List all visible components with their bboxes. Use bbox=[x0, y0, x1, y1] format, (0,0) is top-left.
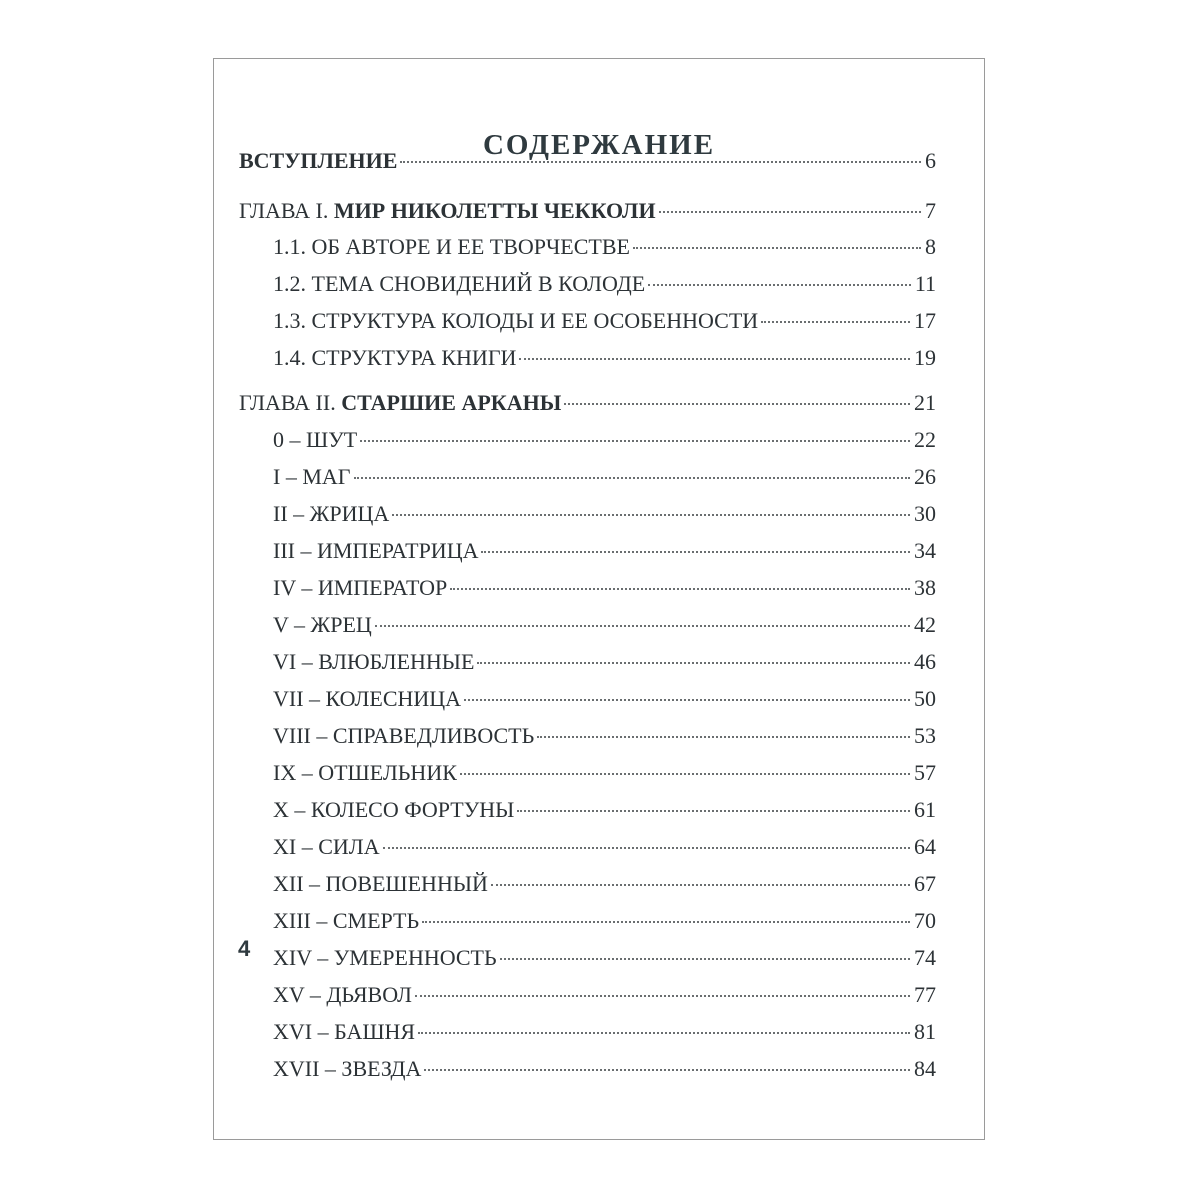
toc-entry-prefix: V – ЖРЕЦ bbox=[273, 612, 372, 637]
toc-entry-prefix: XI – СИЛА bbox=[273, 834, 380, 859]
toc-entry-title bbox=[273, 270, 645, 298]
dot-leader bbox=[477, 662, 910, 664]
toc-page-number: 42 bbox=[914, 612, 936, 637]
toc-entry-title bbox=[273, 1018, 415, 1046]
toc-entry-title bbox=[273, 574, 447, 602]
toc-entry-title bbox=[273, 796, 514, 824]
toc-entry-prefix: III – ИМПЕРАТРИЦА bbox=[273, 538, 479, 563]
toc-entry-prefix: VI – ВЛЮБЛЕННЫЕ bbox=[273, 649, 475, 674]
toc-entry-prefix: II – ЖРИЦА bbox=[273, 501, 390, 526]
dot-leader bbox=[517, 810, 910, 812]
toc-page-number: 6 bbox=[925, 148, 936, 173]
toc-entry bbox=[273, 759, 936, 787]
toc-entry-title bbox=[273, 981, 412, 1009]
toc-entry-prefix: 1.2. ТЕМА СНОВИДЕНИЙ В КОЛОДЕ bbox=[273, 271, 646, 296]
toc-entry bbox=[273, 981, 936, 1009]
toc-entry-title bbox=[273, 611, 372, 639]
dot-leader bbox=[648, 284, 911, 286]
toc-entry-prefix: I – МАГ bbox=[273, 464, 351, 489]
toc-entry-title bbox=[273, 648, 474, 676]
page-title: СОДЕРЖАНИЕ bbox=[482, 129, 716, 161]
dot-leader bbox=[491, 884, 910, 886]
toc-entry bbox=[273, 270, 936, 298]
toc-entry-prefix: ГЛАВА II. bbox=[239, 390, 342, 415]
toc-entry-title bbox=[273, 1055, 421, 1083]
dot-leader bbox=[400, 161, 921, 163]
toc-entry-prefix: XIV – УМЕРЕННОСТЬ bbox=[273, 945, 497, 970]
toc-page-number: 38 bbox=[914, 575, 936, 600]
toc-page-number: 8 bbox=[925, 234, 936, 259]
toc-entry-prefix: XII – ПОВЕШЕННЫЙ bbox=[273, 871, 488, 896]
toc-page-number: 46 bbox=[914, 649, 936, 674]
toc-page-number: 77 bbox=[914, 982, 936, 1007]
dot-leader bbox=[392, 514, 910, 516]
dot-leader bbox=[659, 211, 921, 213]
toc-entry bbox=[273, 944, 936, 972]
toc-page-number: 34 bbox=[914, 538, 936, 563]
dot-leader bbox=[761, 321, 910, 323]
book-page bbox=[213, 58, 985, 1140]
toc-entry-prefix: XVI – БАШНЯ bbox=[273, 1019, 416, 1044]
toc-page-number: 17 bbox=[914, 308, 936, 333]
toc-page-number: 61 bbox=[914, 797, 936, 822]
dot-leader bbox=[564, 403, 910, 405]
dot-leader bbox=[519, 358, 910, 360]
dot-leader bbox=[360, 440, 910, 442]
toc-entry bbox=[273, 722, 936, 750]
toc-page-number: 21 bbox=[914, 390, 936, 415]
toc-entry-title bbox=[273, 537, 478, 565]
toc-page-number: 53 bbox=[914, 723, 936, 748]
toc-entry-prefix: XVII – ЗВЕЗДА bbox=[273, 1056, 422, 1081]
toc-page-number: 22 bbox=[914, 427, 936, 452]
table-of-contents bbox=[214, 59, 984, 1139]
toc-entry-title bbox=[273, 426, 357, 454]
toc-page-number: 19 bbox=[914, 345, 936, 370]
dot-leader bbox=[633, 247, 921, 249]
toc-entry bbox=[239, 147, 936, 175]
toc-page-number: 50 bbox=[914, 686, 936, 711]
toc-entry-title bbox=[273, 759, 457, 787]
toc-page-number: 67 bbox=[914, 871, 936, 896]
toc-entry bbox=[273, 537, 936, 565]
toc-entry-prefix: IV – ИМПЕРАТОР bbox=[273, 575, 448, 600]
toc-entry bbox=[273, 233, 936, 261]
toc-entry bbox=[273, 426, 936, 454]
toc-entry bbox=[273, 307, 936, 335]
toc-entry-prefix: XV – ДЬЯВОЛ bbox=[273, 982, 412, 1007]
dot-leader bbox=[424, 1069, 910, 1071]
dot-leader bbox=[460, 773, 910, 775]
toc-entry bbox=[239, 389, 936, 417]
toc-entry-bold-title: ВСТУПЛЕНИЕ bbox=[239, 148, 398, 173]
toc-entry-prefix: 1.3. СТРУКТУРА КОЛОДЫ И ЕЕ ОСОБЕННОСТИ bbox=[273, 308, 759, 333]
toc-entry-title bbox=[239, 197, 656, 225]
toc-entry-prefix: IX – ОТШЕЛЬНИК bbox=[273, 760, 457, 785]
dot-leader bbox=[481, 551, 910, 553]
dot-leader bbox=[450, 588, 910, 590]
dot-leader bbox=[354, 477, 911, 479]
toc-entry-title bbox=[239, 389, 561, 417]
dot-leader bbox=[383, 847, 910, 849]
toc-entry-title bbox=[273, 833, 380, 861]
toc-entry bbox=[273, 648, 936, 676]
toc-entry-title bbox=[273, 907, 419, 935]
toc-entry-prefix: VIII – СПРАВЕДЛИВОСТЬ bbox=[273, 723, 535, 748]
page-number: 4 bbox=[238, 936, 251, 961]
toc-entry-title bbox=[273, 463, 351, 491]
toc-entry bbox=[273, 463, 936, 491]
toc-entry-title bbox=[273, 685, 461, 713]
toc-entry bbox=[239, 197, 936, 225]
toc-entry-prefix: 1.1. ОБ АВТОРЕ И ЕЕ ТВОРЧЕСТВЕ bbox=[273, 234, 630, 259]
toc-entry-prefix: 1.4. СТРУКТУРА КНИГИ bbox=[273, 345, 517, 370]
dot-leader bbox=[464, 699, 910, 701]
dot-leader bbox=[422, 921, 910, 923]
toc-entry bbox=[273, 796, 936, 824]
dot-leader bbox=[415, 995, 910, 997]
toc-entry-prefix: ГЛАВА I. bbox=[239, 198, 334, 223]
toc-entry bbox=[273, 870, 936, 898]
toc-entry-prefix: XIII – СМЕРТЬ bbox=[273, 908, 420, 933]
toc-page-number: 7 bbox=[925, 198, 936, 223]
toc-entry-prefix: VII – КОЛЕСНИЦА bbox=[273, 686, 462, 711]
toc-entry bbox=[273, 344, 936, 372]
toc-entry-prefix: X – КОЛЕСО ФОРТУНЫ bbox=[273, 797, 515, 822]
toc-entry bbox=[273, 907, 936, 935]
toc-entry bbox=[273, 1018, 936, 1046]
toc-entry-title bbox=[273, 722, 534, 750]
dot-leader bbox=[375, 625, 910, 627]
toc-entry bbox=[273, 685, 936, 713]
toc-entry-title bbox=[239, 147, 397, 175]
toc-entry bbox=[273, 574, 936, 602]
dot-leader bbox=[418, 1032, 910, 1034]
toc-entry-title bbox=[273, 307, 758, 335]
toc-entry-bold-title: СТАРШИЕ АРКАНЫ bbox=[341, 390, 562, 415]
toc-entry-title bbox=[273, 944, 497, 972]
toc-entry-title bbox=[273, 870, 488, 898]
dot-leader bbox=[500, 958, 910, 960]
toc-entry-title bbox=[273, 233, 630, 261]
toc-entry bbox=[273, 500, 936, 528]
dot-leader bbox=[537, 736, 910, 738]
toc-entry bbox=[273, 611, 936, 639]
toc-entry-bold-title: МИР НИКОЛЕТТЫ ЧЕККОЛИ bbox=[333, 198, 656, 223]
toc-page-number: 74 bbox=[914, 945, 936, 970]
toc-page-number: 26 bbox=[914, 464, 936, 489]
toc-entry-title bbox=[273, 344, 516, 372]
toc-entry-title bbox=[273, 500, 389, 528]
toc-page-number: 11 bbox=[914, 271, 936, 296]
toc-entry-prefix: 0 – ШУТ bbox=[273, 427, 358, 452]
toc-page-number: 30 bbox=[914, 501, 936, 526]
toc-entry bbox=[273, 1055, 936, 1083]
toc-page-number: 84 bbox=[914, 1056, 936, 1081]
toc-page-number: 81 bbox=[914, 1019, 936, 1044]
toc-page-number: 70 bbox=[914, 908, 936, 933]
toc-page-number: 57 bbox=[914, 760, 936, 785]
toc-page-number: 64 bbox=[914, 834, 936, 859]
toc-entry bbox=[273, 833, 936, 861]
